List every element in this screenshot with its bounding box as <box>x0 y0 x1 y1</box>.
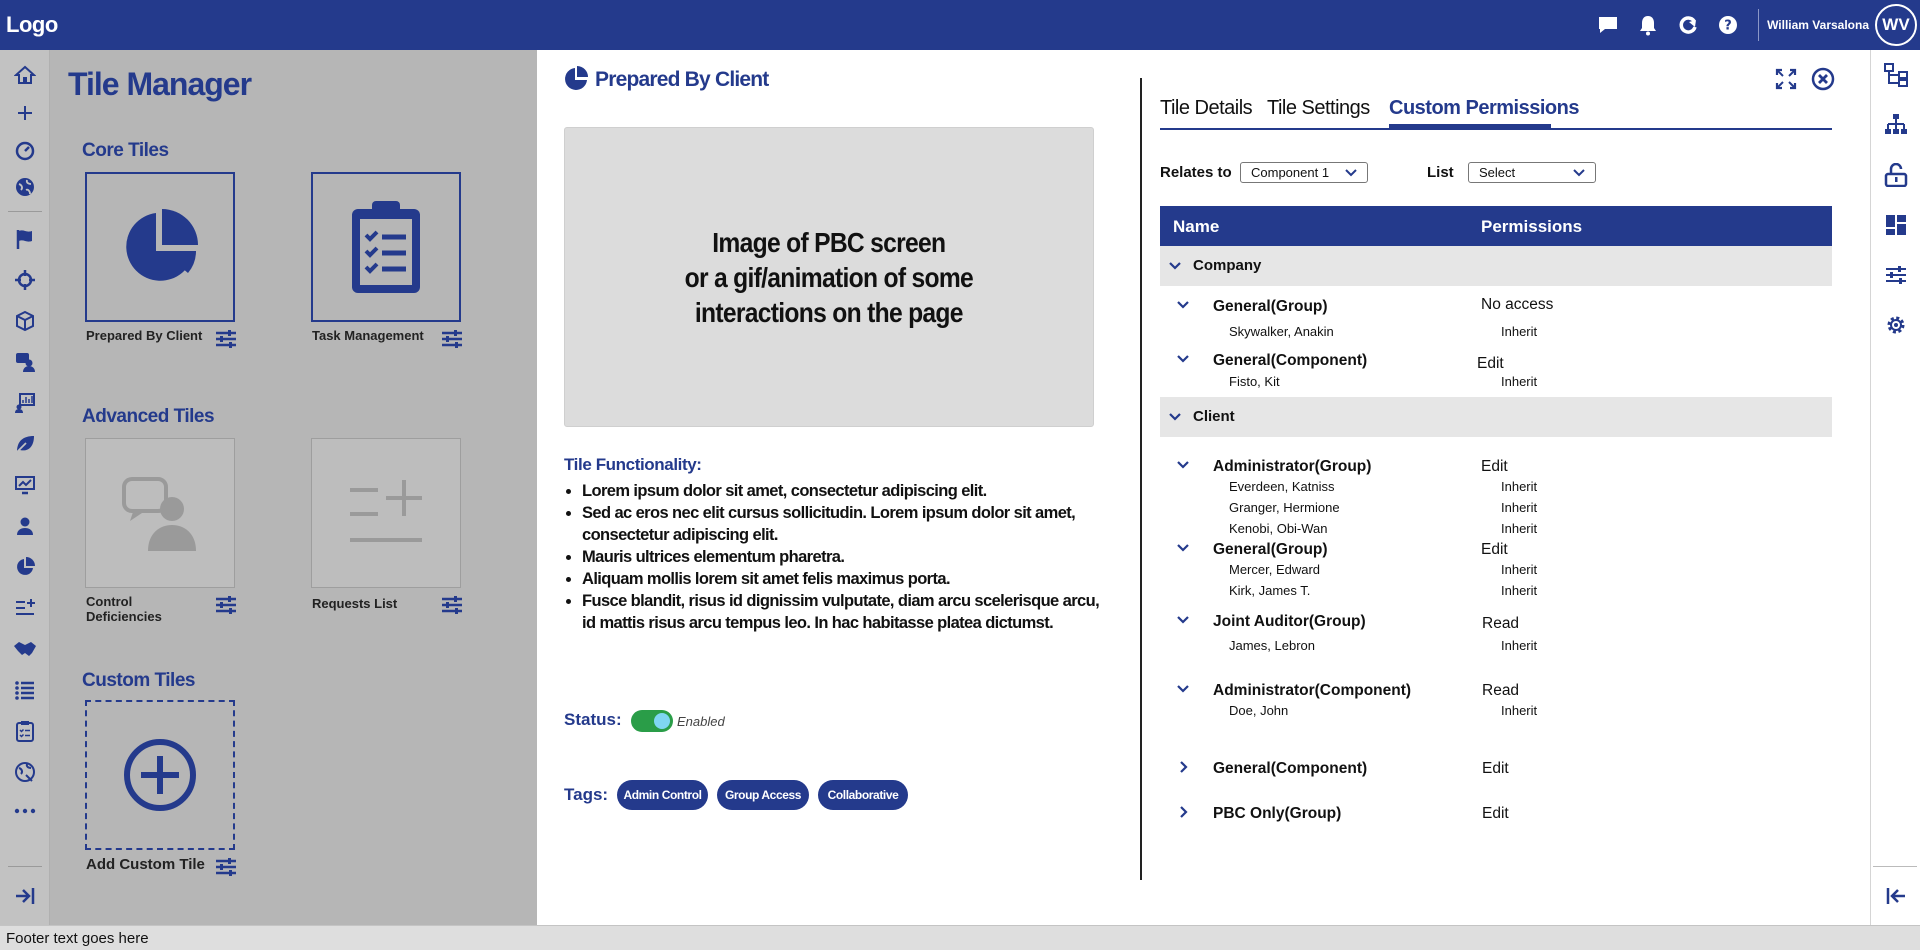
tab-custom-permissions[interactable]: Custom Permissions <box>1389 97 1579 119</box>
permission-entity-name: General(Component) <box>1213 352 1368 369</box>
footer: Footer text goes here <box>0 925 1920 950</box>
sliders-icon[interactable] <box>215 857 237 877</box>
permission-value[interactable]: Edit <box>1477 355 1504 372</box>
group-row-company[interactable] <box>1160 246 1832 286</box>
person-icon[interactable] <box>12 513 38 539</box>
preview-line: or a gif/animation of some <box>684 261 974 293</box>
column-header-name: Name <box>1173 217 1220 236</box>
group-row-client[interactable] <box>1160 397 1832 437</box>
org-chart-icon[interactable] <box>1883 112 1909 138</box>
svg-text:?: ? <box>1724 18 1732 34</box>
tile-preview-image <box>564 127 1094 427</box>
pie-chart-icon <box>563 66 589 97</box>
help-icon[interactable] <box>1708 0 1748 50</box>
chevron-down-icon[interactable] <box>1169 413 1181 421</box>
permission-value[interactable]: Edit <box>1482 805 1509 822</box>
permission-value[interactable]: Edit <box>1481 541 1508 558</box>
flag-icon[interactable] <box>12 226 38 252</box>
vertical-divider <box>1140 78 1142 880</box>
logo[interactable]: Logo <box>6 12 58 37</box>
member-name: Doe, John <box>1229 703 1289 718</box>
list-select[interactable] <box>1468 162 1596 183</box>
target-icon[interactable] <box>12 267 38 293</box>
top-bar <box>0 0 1920 50</box>
permission-entity-name: General(Group) <box>1213 541 1328 558</box>
close-icon[interactable] <box>1810 66 1836 92</box>
member-name: James, Lebron <box>1229 638 1315 653</box>
rail-separator <box>8 866 42 867</box>
tag-group-access[interactable]: Group Access <box>717 780 809 810</box>
globe-icon[interactable] <box>12 174 38 200</box>
permission-value[interactable]: Edit <box>1481 458 1508 475</box>
more-icon[interactable] <box>12 798 38 824</box>
collapse-rail-icon[interactable] <box>1883 883 1909 909</box>
rail-separator <box>8 211 42 212</box>
tile-label-requests: Requests List <box>312 596 398 611</box>
preview-line: Image of PBC screen <box>712 226 946 258</box>
globe-edit-icon[interactable] <box>12 759 38 785</box>
tag-collaborative[interactable]: Collaborative <box>818 780 908 810</box>
list-select-value: Select <box>1479 165 1516 180</box>
gear-icon[interactable] <box>1883 312 1909 338</box>
permission-entity-name: Joint Auditor(Group) <box>1213 613 1366 630</box>
chat-person-icon <box>122 475 198 551</box>
handshake-icon[interactable] <box>12 636 38 662</box>
permission-value[interactable]: Edit <box>1482 760 1509 777</box>
analytics-icon[interactable] <box>12 390 38 416</box>
chevron-down-icon <box>1345 169 1357 177</box>
member-name: Granger, Hermione <box>1229 500 1340 515</box>
plus-circle-icon <box>123 738 197 812</box>
status-label: Status: <box>564 710 622 729</box>
sliders-icon[interactable] <box>441 595 463 615</box>
relates-to-value: Component 1 <box>1251 165 1330 180</box>
clipboard-checklist-icon <box>348 199 424 295</box>
status-value: Enabled <box>677 714 725 729</box>
tile-task-management[interactable] <box>311 172 461 322</box>
page-title: Tile Manager <box>68 66 252 102</box>
functionality-heading: Tile Functionality: <box>564 455 702 474</box>
rail-separator <box>1873 866 1917 867</box>
tile-manager-panel <box>50 50 537 925</box>
list-add-icon[interactable] <box>12 595 38 621</box>
hierarchy-icon[interactable] <box>1883 62 1909 88</box>
relates-to-select[interactable] <box>1240 162 1368 183</box>
member-permission[interactable]: Inherit <box>1501 324 1538 339</box>
permission-entity-name: General(Component) <box>1213 760 1368 777</box>
member-name: Skywalker, Anakin <box>1229 324 1334 339</box>
chat-icon[interactable] <box>1588 0 1628 50</box>
chevron-down-icon[interactable] <box>1177 355 1189 363</box>
tab-tile-details[interactable]: Tile Details <box>1160 97 1253 119</box>
member-permission[interactable]: Inherit <box>1501 562 1538 577</box>
pie-chart-icon <box>120 207 200 287</box>
sliders-icon[interactable] <box>215 329 237 349</box>
permission-entity-name: Administrator(Component) <box>1213 682 1412 699</box>
list-item: • Mauris ultrices elementum pharetra. <box>582 546 1102 568</box>
member-name: Kenobi, Obi-Wan <box>1229 521 1328 536</box>
permission-value[interactable]: Read <box>1482 615 1520 632</box>
chevron-right-icon[interactable] <box>1180 761 1188 773</box>
permission-value[interactable]: No access <box>1481 296 1554 313</box>
list-item: • Fusce blandit, risus id dignissim vulputate, diam arcu scelerisque arcu, id mattis risus arcu tempus leo. In hac habitasse platea dictumst. <box>582 590 1102 634</box>
top-divider <box>1758 9 1759 41</box>
custom-tiles-heading: Custom Tiles <box>82 670 195 691</box>
sliders-icon[interactable] <box>215 595 237 615</box>
user-name[interactable]: William Varsalona <box>1767 18 1869 32</box>
permission-entity-name: Administrator(Group) <box>1213 458 1372 475</box>
permission-entity-name: General(Group) <box>1213 298 1328 315</box>
permission-value[interactable]: Read <box>1482 682 1520 699</box>
tile-add-custom[interactable] <box>85 700 235 850</box>
member-name: Everdeen, Katniss <box>1229 479 1335 494</box>
chevron-down-icon[interactable] <box>1177 461 1189 469</box>
group-title: Company <box>1193 257 1262 274</box>
top-icons <box>1588 0 1920 50</box>
member-permission[interactable]: Inherit <box>1501 374 1538 389</box>
member-permission[interactable]: Inherit <box>1501 479 1538 494</box>
tab-active-indicator <box>1389 124 1551 128</box>
modal-title: Prepared By Client <box>595 68 769 91</box>
member-name: Mercer, Edward <box>1229 562 1321 577</box>
tile-label-pbc: Prepared By Client <box>86 328 203 343</box>
tags-label: Tags: <box>564 785 609 804</box>
sliders-icon[interactable] <box>1883 262 1909 288</box>
home-icon[interactable] <box>12 62 38 88</box>
chevron-down-icon[interactable] <box>1169 262 1181 270</box>
tab-underline <box>1160 128 1832 130</box>
member-permission[interactable]: Inherit <box>1501 521 1538 536</box>
tile-prepared-by-client[interactable] <box>85 172 235 322</box>
right-rail <box>1870 50 1920 925</box>
leaf-icon[interactable] <box>12 431 38 457</box>
cube-icon[interactable] <box>12 308 38 334</box>
chevron-down-icon[interactable] <box>1177 544 1189 552</box>
status-toggle[interactable] <box>631 710 673 732</box>
tab-tile-settings[interactable]: Tile Settings <box>1267 97 1370 119</box>
chevron-down-icon[interactable] <box>1177 685 1189 693</box>
chevron-down-icon[interactable] <box>1177 616 1189 624</box>
tile-detail-modal <box>537 50 1870 925</box>
chevron-right-icon[interactable] <box>1180 806 1188 818</box>
tile-label-control: Control Deficiencies <box>86 594 162 624</box>
preview-text <box>685 225 973 330</box>
sliders-icon[interactable] <box>441 329 463 349</box>
member-permission[interactable]: Inherit <box>1501 500 1538 515</box>
expand-icon[interactable] <box>1773 66 1799 92</box>
unlock-icon[interactable] <box>1883 162 1909 188</box>
tile-label-custom: Add Custom Tile <box>86 856 205 873</box>
member-name: Kirk, James T. <box>1229 583 1311 598</box>
list-item: • Sed ac eros nec elit cursus sollicitudin. Lorem ipsum dolor sit amet, consectetur adipiscing elit. <box>582 502 1102 546</box>
chevron-down-icon[interactable] <box>1177 301 1189 309</box>
member-name: Fisto, Kit <box>1229 374 1280 389</box>
list-item: • Aliquam mollis lorem sit amet felis maximus porta. <box>582 568 1102 590</box>
clipboard-icon[interactable] <box>12 718 38 744</box>
dashboard-icon[interactable] <box>12 137 38 163</box>
monitor-chart-icon[interactable] <box>12 472 38 498</box>
plus-icon[interactable] <box>12 100 38 126</box>
relates-to-label: Relates to <box>1160 164 1232 181</box>
bell-icon[interactable] <box>1628 0 1668 50</box>
list-item: • Lorem ipsum dolor sit amet, consectetur adipiscing elit. <box>582 480 1102 502</box>
list-label: List <box>1427 164 1454 181</box>
tile-label-task: Task Management <box>312 328 424 343</box>
member-permission[interactable]: Inherit <box>1501 703 1538 718</box>
left-rail <box>0 50 50 925</box>
functionality-list <box>582 480 1102 634</box>
group-title: Client <box>1193 408 1235 425</box>
refresh-icon[interactable] <box>1668 0 1708 50</box>
tile-requests-list[interactable] <box>311 438 461 588</box>
layout-icon[interactable] <box>1883 212 1909 238</box>
tile-control-deficiencies[interactable] <box>85 438 235 588</box>
chat-person-icon[interactable] <box>12 349 38 375</box>
permission-entity-name: PBC Only(Group) <box>1213 805 1342 822</box>
avatar[interactable]: WV <box>1875 4 1917 46</box>
list-icon[interactable] <box>12 677 38 703</box>
pie-icon[interactable] <box>12 554 38 580</box>
core-tiles-heading: Core Tiles <box>82 140 169 161</box>
expand-rail-icon[interactable] <box>12 883 38 909</box>
member-permission[interactable]: Inherit <box>1501 638 1538 653</box>
advanced-tiles-heading: Advanced Tiles <box>82 406 215 427</box>
permissions-table-header <box>1160 206 1832 246</box>
member-permission[interactable]: Inherit <box>1501 583 1538 598</box>
chevron-down-icon <box>1573 169 1585 177</box>
preview-line: interactions on the page <box>695 296 963 328</box>
list-add-icon <box>346 478 426 548</box>
tag-admin-control[interactable]: Admin Control <box>617 780 708 810</box>
column-header-permissions: Permissions <box>1481 217 1583 236</box>
